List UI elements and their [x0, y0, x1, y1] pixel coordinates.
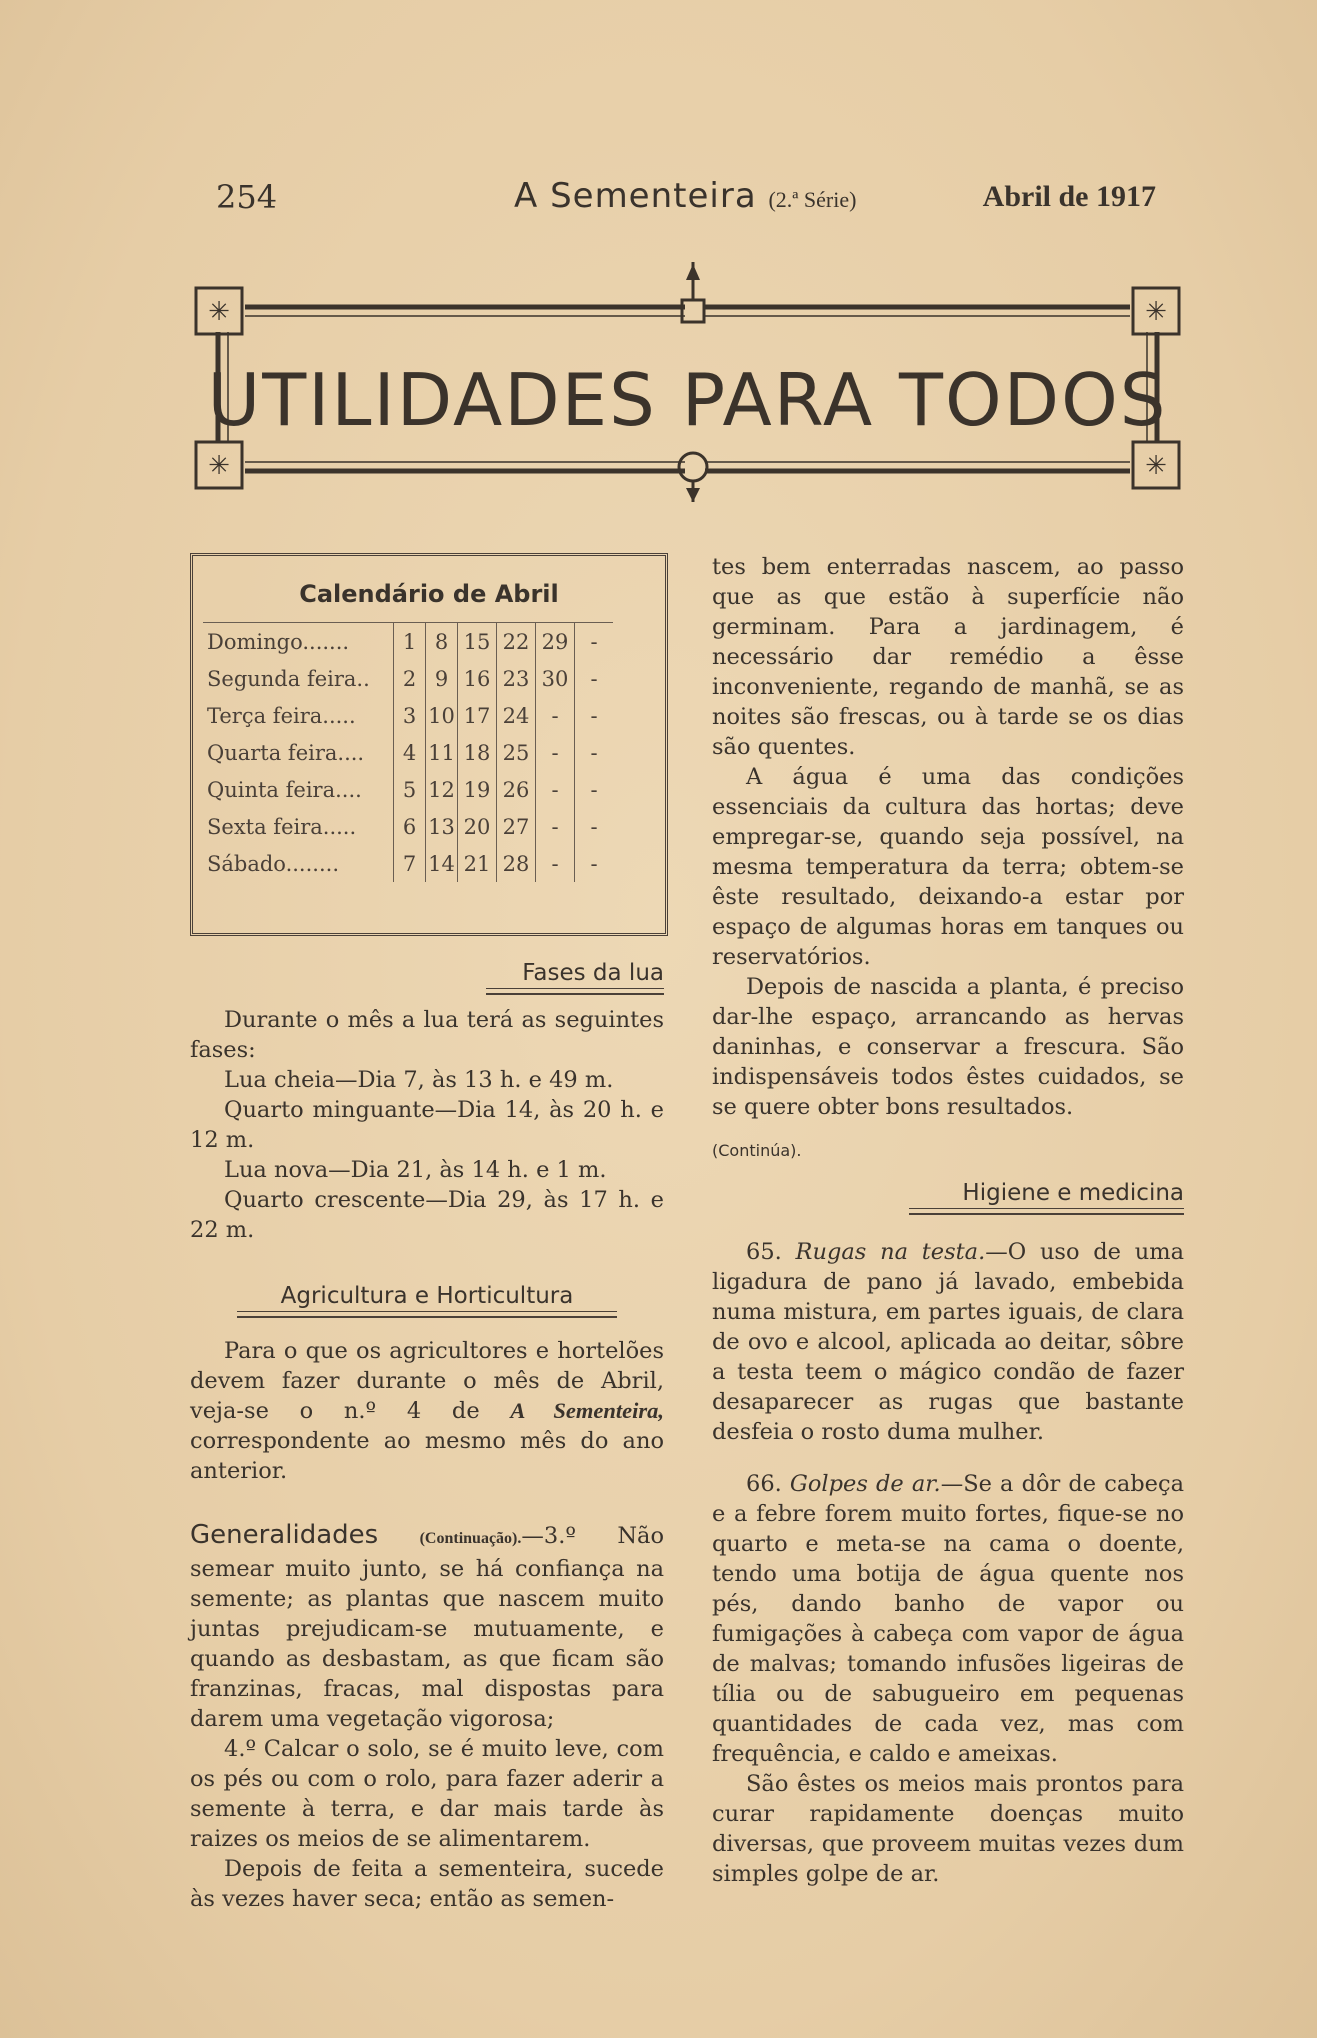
- svg-text:✳: ✳: [208, 297, 230, 327]
- calendar-date-cell: -: [575, 660, 614, 697]
- calendar-date-cell: 25: [497, 734, 536, 771]
- calendar-date-cell: -: [575, 771, 614, 808]
- calendar-table: [203, 622, 613, 882]
- calendar-date-cell: 28: [497, 845, 536, 882]
- calendar-date-cell: 17: [458, 697, 497, 734]
- body-paragraph: tes bem enterradas nascem, ao passo que as que estão à superfície não germinam. Para a jardinagem, é necessário dar remédio a êsse inconveniente, regando de manhã, se as noites são frescas, ou à tarde se os dias são quentes.: [712, 554, 1184, 760]
- phases-intro: Durante o mês a lua terá as seguintes fases:: [190, 1007, 664, 1063]
- right-column: [712, 552, 1184, 1889]
- calendar-date-cell: 10: [426, 697, 458, 734]
- calendar-date-cell: -: [575, 845, 614, 882]
- banner-title: UTILIDADES PARA TODOS: [207, 358, 1168, 442]
- calendar-date-cell: -: [536, 808, 575, 845]
- calendar-date-cell: 15: [458, 623, 497, 661]
- phases-heading: Fases da lua: [522, 960, 664, 986]
- calendar-date-cell: 18: [458, 734, 497, 771]
- calendar-date-cell: 20: [458, 808, 497, 845]
- continua-note: (Continúa).: [712, 1141, 802, 1160]
- calendar-row: [203, 660, 613, 697]
- body-paragraph: 4.º Calcar o solo, se é muito leve, com os pés ou com o rolo, para fazer aderir a semente à terra, e dar mais tarde às raizes os meios de se alimentarem.: [190, 1736, 664, 1852]
- calendar-date-cell: 6: [394, 808, 426, 845]
- calendar-date-cell: 7: [394, 845, 426, 882]
- generalidades-paragraph: Generalidades (Continuação).—3.º Não semear muito junto, se há confiança na semente; as plantas que nascem muito juntas prejudicam-se mutuamente, e quando as desbastam, as que ficam são franzinas, fracas, mal dispostas para darem uma vegetação vigorosa;: [190, 1520, 664, 1732]
- calendar-row: [203, 734, 613, 771]
- calendar-date-cell: 1: [394, 623, 426, 661]
- calendar-date-cell: 4: [394, 734, 426, 771]
- calendar-day-name: Domingo.......: [203, 623, 394, 661]
- page-number: 254: [216, 178, 278, 216]
- calendar-day-name: Sábado........: [207, 851, 339, 876]
- calendar-box: [190, 553, 668, 936]
- calendar-day-name: Quinta feira....: [207, 777, 362, 802]
- phase-line: Quarto minguante—Dia 14, às 20 h. e 12 m.: [190, 1097, 664, 1153]
- calendar-row: [203, 808, 613, 845]
- body-paragraph: Depois de nascida a planta, é preciso dar-lhe espaço, arrancando as hervas daninhas, e conservar a frescura. São indispensáveis todos êstes cuidados, se se quere obter bons resultados.: [712, 974, 1184, 1120]
- running-header: [216, 176, 1156, 226]
- calendar-date-cell: 22: [497, 623, 536, 661]
- calendar-date-cell: 5: [394, 771, 426, 808]
- body-paragraph: São êstes os meios mais prontos para curar rapidamente doenças muito diversas, que proveem muitas vezes dum simples golpe de ar.: [712, 1771, 1184, 1887]
- calendar-date-cell: -: [536, 734, 575, 771]
- calendar-day-name: Quarta feira....: [207, 740, 365, 765]
- hygiene-heading: Higiene e medicina: [962, 1180, 1184, 1206]
- hygiene-item-66: 66. Golpes de ar.—Se a dôr de cabeça e a febre forem muito fortes, fique-se no quarto e meta-se na cama o doente, tendo uma botija de água quente nos pés, dando banho de vapor ou fumigações à cabeça com vapor de água de malvas; tomando infusões ligeiras de tília ou de sabugueiro em pequenas quantidades de cada vez, mas com frequência, e caldo e ameixas.: [712, 1471, 1184, 1767]
- phase-line: Lua nova—Dia 21, às 14 h. e 1 m.: [224, 1157, 607, 1183]
- calendar-title: Calendário de Abril: [299, 580, 559, 608]
- calendar-day-name: Terça feira.....: [207, 703, 356, 728]
- body-paragraph: A água é uma das condições essenciais da cultura das hortas; deve empregar-se, quando seja possível, na mesma temperatura da terra; obtem-se êste resultado, deixando-a estar por espaço de algumas horas em tanques ou reservatórios.: [712, 764, 1184, 970]
- agriculture-heading: Agricultura e Horticultura: [280, 1283, 574, 1309]
- calendar-row: [203, 623, 613, 661]
- calendar-date-cell: -: [575, 808, 614, 845]
- calendar-date-cell: 16: [458, 660, 497, 697]
- calendar-date-cell: 3: [394, 697, 426, 734]
- section-banner: [190, 262, 1185, 502]
- calendar-date-cell: 14: [426, 845, 458, 882]
- calendar-row: [203, 845, 613, 882]
- calendar-date-cell: 21: [458, 845, 497, 882]
- agriculture-intro: Para o que os agricultores e hortelões devem fazer durante o mês de Abril, veja-se o n.º 4 de A Sementeira, correspondente ao mesmo mês do ano anterior.: [190, 1338, 664, 1484]
- calendar-date-cell: 26: [497, 771, 536, 808]
- svg-text:✳: ✳: [1145, 451, 1167, 481]
- hygiene-item-65: 65. Rugas na testa.—O uso de uma ligadura de pano já lavado, embebida numa mistura, em partes iguais, de clara de ovo e alcool, aplicada ao deitar, sôbre a testa teem o mágico condão de fazer desaparecer as rugas que bastante desfeia o rosto duma mulher.: [712, 1239, 1184, 1445]
- calendar-date-cell: -: [536, 697, 575, 734]
- svg-text:✳: ✳: [1145, 297, 1167, 327]
- calendar-date-cell: 24: [497, 697, 536, 734]
- calendar-day-name: Segunda feira..: [207, 666, 370, 691]
- heading-rule: [237, 1311, 617, 1318]
- issue-date: Abril de 1917: [982, 180, 1156, 213]
- calendar-day-name: Sexta feira.....: [207, 814, 357, 839]
- phase-line: Lua cheia—Dia 7, às 13 h. e 49 m.: [224, 1067, 614, 1093]
- calendar-date-cell: 29: [536, 623, 575, 661]
- calendar-date-cell: -: [536, 771, 575, 808]
- heading-rule: [486, 988, 664, 995]
- calendar-date-cell: -: [575, 623, 614, 661]
- calendar-date-cell: 13: [426, 808, 458, 845]
- left-column: [190, 958, 664, 1914]
- calendar-date-cell: -: [536, 845, 575, 882]
- calendar-date-cell: -: [575, 697, 614, 734]
- calendar-date-cell: 2: [394, 660, 426, 697]
- calendar-row: [203, 771, 613, 808]
- body-paragraph: Depois de feita a sementeira, sucede às vezes haver seca; então as semen-: [190, 1856, 664, 1912]
- phase-line: Quarto crescente—Dia 29, às 17 h. e 22 m.: [190, 1187, 664, 1243]
- calendar-date-cell: 30: [536, 660, 575, 697]
- svg-text:✳: ✳: [208, 451, 230, 481]
- heading-rule: [909, 1208, 1184, 1215]
- calendar-date-cell: 9: [426, 660, 458, 697]
- calendar-date-cell: 12: [426, 771, 458, 808]
- generalidades-title: Generalidades: [190, 1520, 379, 1550]
- calendar-date-cell: 19: [458, 771, 497, 808]
- calendar-date-cell: 27: [497, 808, 536, 845]
- calendar-row: [203, 697, 613, 734]
- calendar-date-cell: 8: [426, 623, 458, 661]
- calendar-date-cell: 23: [497, 660, 536, 697]
- journal-title: A Sementeira (2.ª Série): [514, 176, 857, 216]
- calendar-date-cell: 11: [426, 734, 458, 771]
- calendar-date-cell: -: [575, 734, 614, 771]
- series-label: (2.ª Série): [768, 187, 857, 212]
